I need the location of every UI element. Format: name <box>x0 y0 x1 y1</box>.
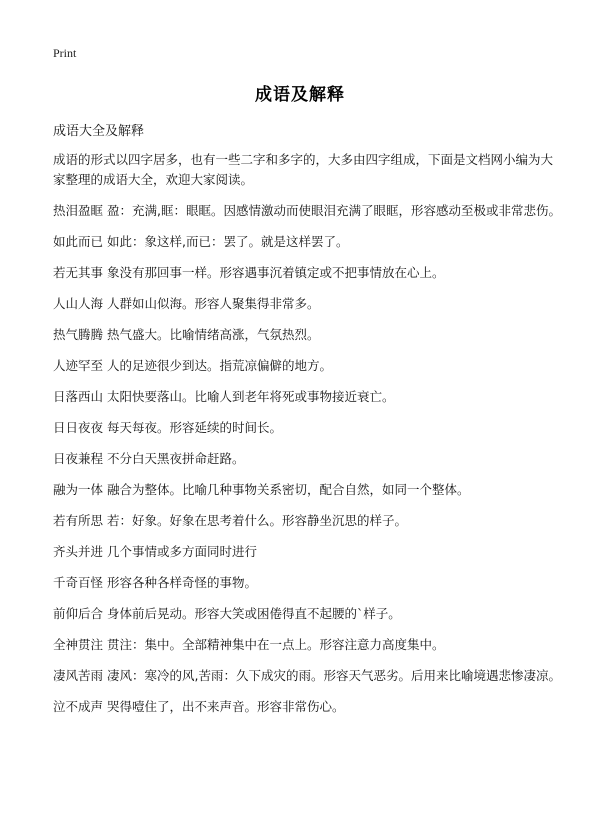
idiom-entry: 日日夜夜 每天每夜。形容延续的时间长。 <box>53 420 282 435</box>
idiom-entry: 融为一体 融合为整体。比喻几种事物关系密切，配合自然，如同一个整体。 <box>53 482 470 497</box>
idiom-entry: 凄风苦雨 凄风：寒冷的风,苦雨：久下成灾的雨。形容天气恶劣。后用来比喻境遇悲惨凄凉。 <box>53 668 561 683</box>
intro-paragraph: 成语的形式以四字居多，也有一些二字和多字的，大多由四字组成，下面是文档网小编为大家整理的成语大全，欢迎大家阅读。 <box>53 152 554 187</box>
idiom-entry: 全神贯注 贯注：集中。全部精神集中在一点上。形容注意力高度集中。 <box>53 637 445 652</box>
idiom-entry: 热泪盈眶 盈：充满,眶：眼眶。因感情激动而使眼泪充满了眼眶，形容感动至极或非常悲伤。 <box>53 203 561 218</box>
idiom-entry: 人山人海 人群如山似海。形容人聚集得非常多。 <box>53 296 320 311</box>
idiom-entry: 热气腾腾 热气盛大。比喻情绪高涨，气氛热烈。 <box>53 327 320 342</box>
idiom-entry: 前仰后合 身体前后晃动。形容大笑或困倦得直不起腰的`样子。 <box>53 606 401 621</box>
idiom-entry: 人迹罕至 人的足迹很少到达。指荒凉偏僻的地方。 <box>53 358 332 373</box>
idiom-entry: 日夜兼程 不分白天黑夜拼命赶路。 <box>53 451 245 466</box>
document-title: 成语及解释 <box>255 85 345 105</box>
idiom-entry: 千奇百怪 形容各种各样奇怪的事物。 <box>53 575 257 590</box>
print-label: Print <box>53 46 77 60</box>
idiom-entry: 泣不成声 哭得噎住了，出不来声音。形容非常伤心。 <box>53 699 345 714</box>
idiom-list <box>53 150 563 728</box>
idiom-entry: 日落西山 太阳快要落山。比喻人到老年将死或事物接近衰亡。 <box>53 389 395 404</box>
idiom-entry: 齐头并进 几个事情或多方面同时进行 <box>53 544 257 559</box>
idiom-entry: 若无其事 象没有那回事一样。形容遇事沉着镇定或不把事情放在心上。 <box>53 265 445 280</box>
idiom-entry: 如此而已 如此：象这样,而已：罢了。就是这样罢了。 <box>53 234 349 249</box>
document-subtitle: 成语大全及解释 <box>53 124 145 139</box>
idiom-entry: 若有所思 若：好象。好象在思考着什么。形容静坐沉思的样子。 <box>53 513 407 528</box>
